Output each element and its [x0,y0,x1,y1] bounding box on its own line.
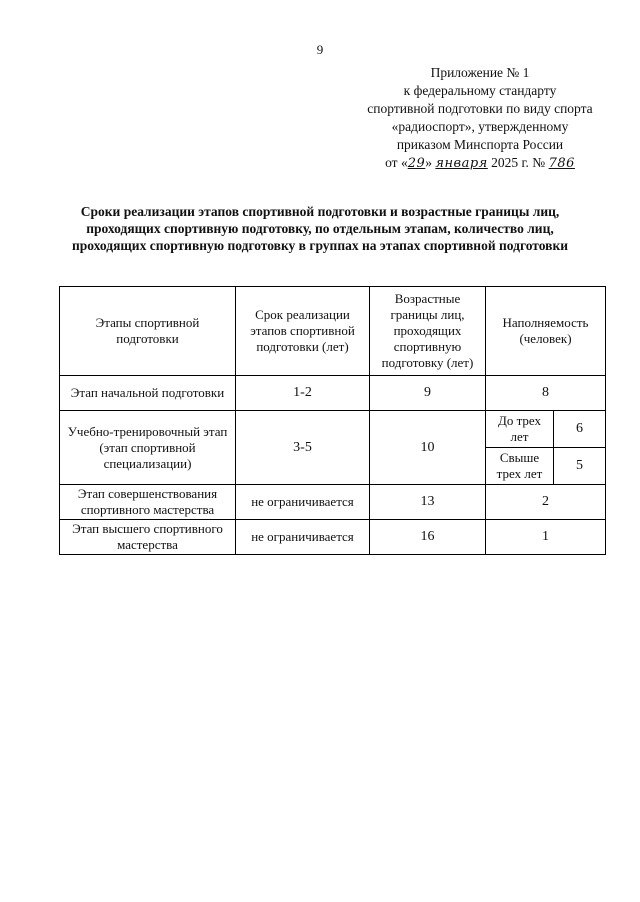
table-row [60,520,606,555]
header-stages: Этапы спортивной подготовки [60,287,236,376]
cell-duration: не ограничивается [236,485,370,520]
header-duration: Срок реализации этапов спортивной подготовки (лет) [236,287,370,376]
stages-table [59,286,606,555]
cell-age: 10 [370,411,486,485]
table-row [60,485,606,520]
appendix-line-1: Приложение № 1 [430,65,530,80]
header-age: Возрастные границы лиц, проходящих спортивную подготовку (лет) [370,287,486,376]
quote-close: » [425,155,432,170]
cell-duration: 1-2 [236,376,370,411]
cell-age: 16 [370,520,486,555]
cell-stage: Этап совершенствования спортивного мастерства [60,485,236,520]
cell-capacity-sub-label: До трех лет [486,411,554,448]
cell-capacity: 2 [486,485,606,520]
document-title: Сроки реализации этапов спортивной подготовки и возрастные границы лиц, проходящих спортивную подготовку, по отдельным этапам, количество лиц, проходящих спортивную подготовку в группах на этапах спортивной подготовки [71,204,569,253]
cell-capacity-sub-value: 6 [554,411,606,448]
appendix-header [330,64,630,173]
cell-stage: Этап начальной подготовки [60,376,236,411]
handwritten-day: 29 [407,156,426,171]
appendix-line-4: «радиоспорт», утвержденному [391,119,569,134]
appendix-line-3: спортивной подготовки по виду спорта [367,101,593,116]
handwritten-month: января [435,156,488,171]
page-number: 9 [316,42,324,57]
cell-capacity: 1 [486,520,606,555]
cell-age: 13 [370,485,486,520]
appendix-line-5: приказом Минспорта России [396,137,564,152]
cell-capacity-sub-label: Свыше трех лет [486,448,554,485]
cell-stage: Этап высшего спортивного мастерства [60,520,236,555]
cell-capacity-sub-value: 5 [554,448,606,485]
cell-age: 9 [370,376,486,411]
table-row [60,411,606,448]
appendix-line-2: к федеральному стандарту [403,83,557,98]
table-row [60,376,606,411]
from-label: от « [385,155,408,170]
cell-duration: не ограничивается [236,520,370,555]
cell-capacity: 8 [486,376,606,411]
cell-duration: 3-5 [236,411,370,485]
cell-stage: Учебно-тренировочный этап (этап спортивной специализации) [60,411,236,485]
order-date-line [330,154,630,173]
table-header-row [60,287,606,376]
header-capacity: Наполняемость (человек) [486,287,606,376]
year-label: 2025 г. № [491,155,546,170]
handwritten-order-number: 786 [548,156,575,171]
